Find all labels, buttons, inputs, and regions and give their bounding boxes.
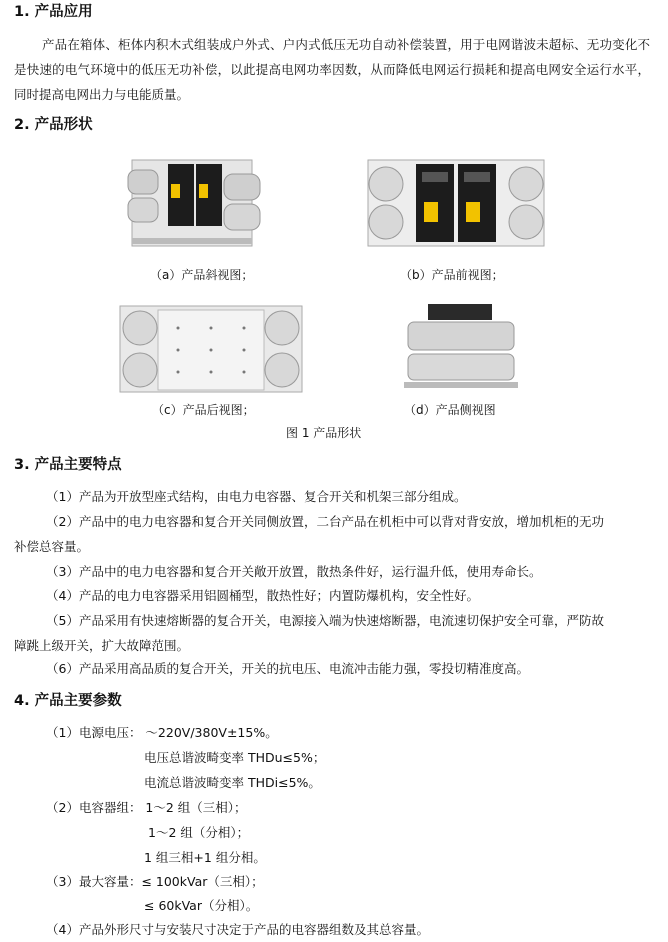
- product-side-view-image: [402, 300, 520, 392]
- feature-line: （3）产品中的电力电容器和复合开关敞开放置，散热条件好，运行温升低，使用寿命长。: [46, 564, 542, 579]
- feature-line: 障跳上级开关，扩大故障范围。: [14, 638, 190, 653]
- param-line: （3）最大容量：≤ 100kVar（三相）；: [46, 874, 264, 889]
- feature-line: （5）产品采用有快速熔断器的复合开关，电源接入端为快速熔断器，电流速切保护安全可靠，严防故: [46, 613, 604, 628]
- product-oblique-view-image: [124, 150, 266, 254]
- feature-line: （4）产品的电力电容器采用铝圆桶型，散热性好；内置防爆机构，安全性好。: [46, 588, 479, 603]
- param-line: 电流总谐波畸变率 THDi≤5%。: [144, 775, 321, 790]
- param-line: 1 组三相+1 组分相。: [144, 850, 266, 865]
- paragraph-application: 产品在箱体、柜体内积木式组装成户外式、户内式低压无功自动补偿装置，用于电网谐波未超标、无功变化不是快速的电气环境中的低压无功补偿，以此提高电网功率因数，从而降低电网运行损耗和提高电网安全运行水平，同时提高电网出力与电能质量。: [14, 37, 650, 102]
- caption-b: （b）产品前视图；: [400, 268, 504, 282]
- param-line: （4）产品外形尺寸与安装尺寸决定于产品的电容器组数及其总容量。: [46, 922, 429, 937]
- feature-line: 补偿总容量。: [14, 539, 90, 554]
- caption-d: （d）产品侧视图: [404, 403, 496, 417]
- feature-line: （6）产品采用高品质的复合开关，开关的抗电压、电流冲击能力强，零投切精准度高。: [46, 661, 529, 676]
- feature-line: （1）产品为开放型座式结构，由电力电容器、复合开关和机架三部分组成。: [46, 489, 467, 504]
- heading-product-shape: 2. 产品形状: [14, 117, 93, 133]
- param-line: ≤ 60kVar（分相）。: [144, 898, 259, 913]
- heading-main-features: 3. 产品主要特点: [14, 457, 122, 473]
- param-line: 电压总谐波畸变率 THDu≤5%；: [144, 750, 326, 765]
- product-rear-view-image: [118, 300, 304, 396]
- caption-c: （c）产品后视图；: [152, 403, 255, 417]
- caption-a: （a）产品斜视图；: [150, 268, 254, 282]
- heading-main-parameters: 4. 产品主要参数: [14, 693, 122, 709]
- feature-line: （2）产品中的电力电容器和复合开关同侧放置，二台产品在机柜中可以背对背安放，增加机柜的无功: [46, 514, 604, 529]
- product-front-view-image: [366, 158, 546, 248]
- param-line: （2）电容器组： 1～2 组（三相）；: [46, 800, 247, 815]
- heading-product-application: 1. 产品应用: [14, 4, 93, 20]
- figure-title: 图 1 产品形状: [286, 426, 362, 440]
- param-line: 1～2 组（分相）；: [148, 825, 250, 840]
- param-line: （1）电源电压： ～220V/380V±15%。: [46, 725, 278, 740]
